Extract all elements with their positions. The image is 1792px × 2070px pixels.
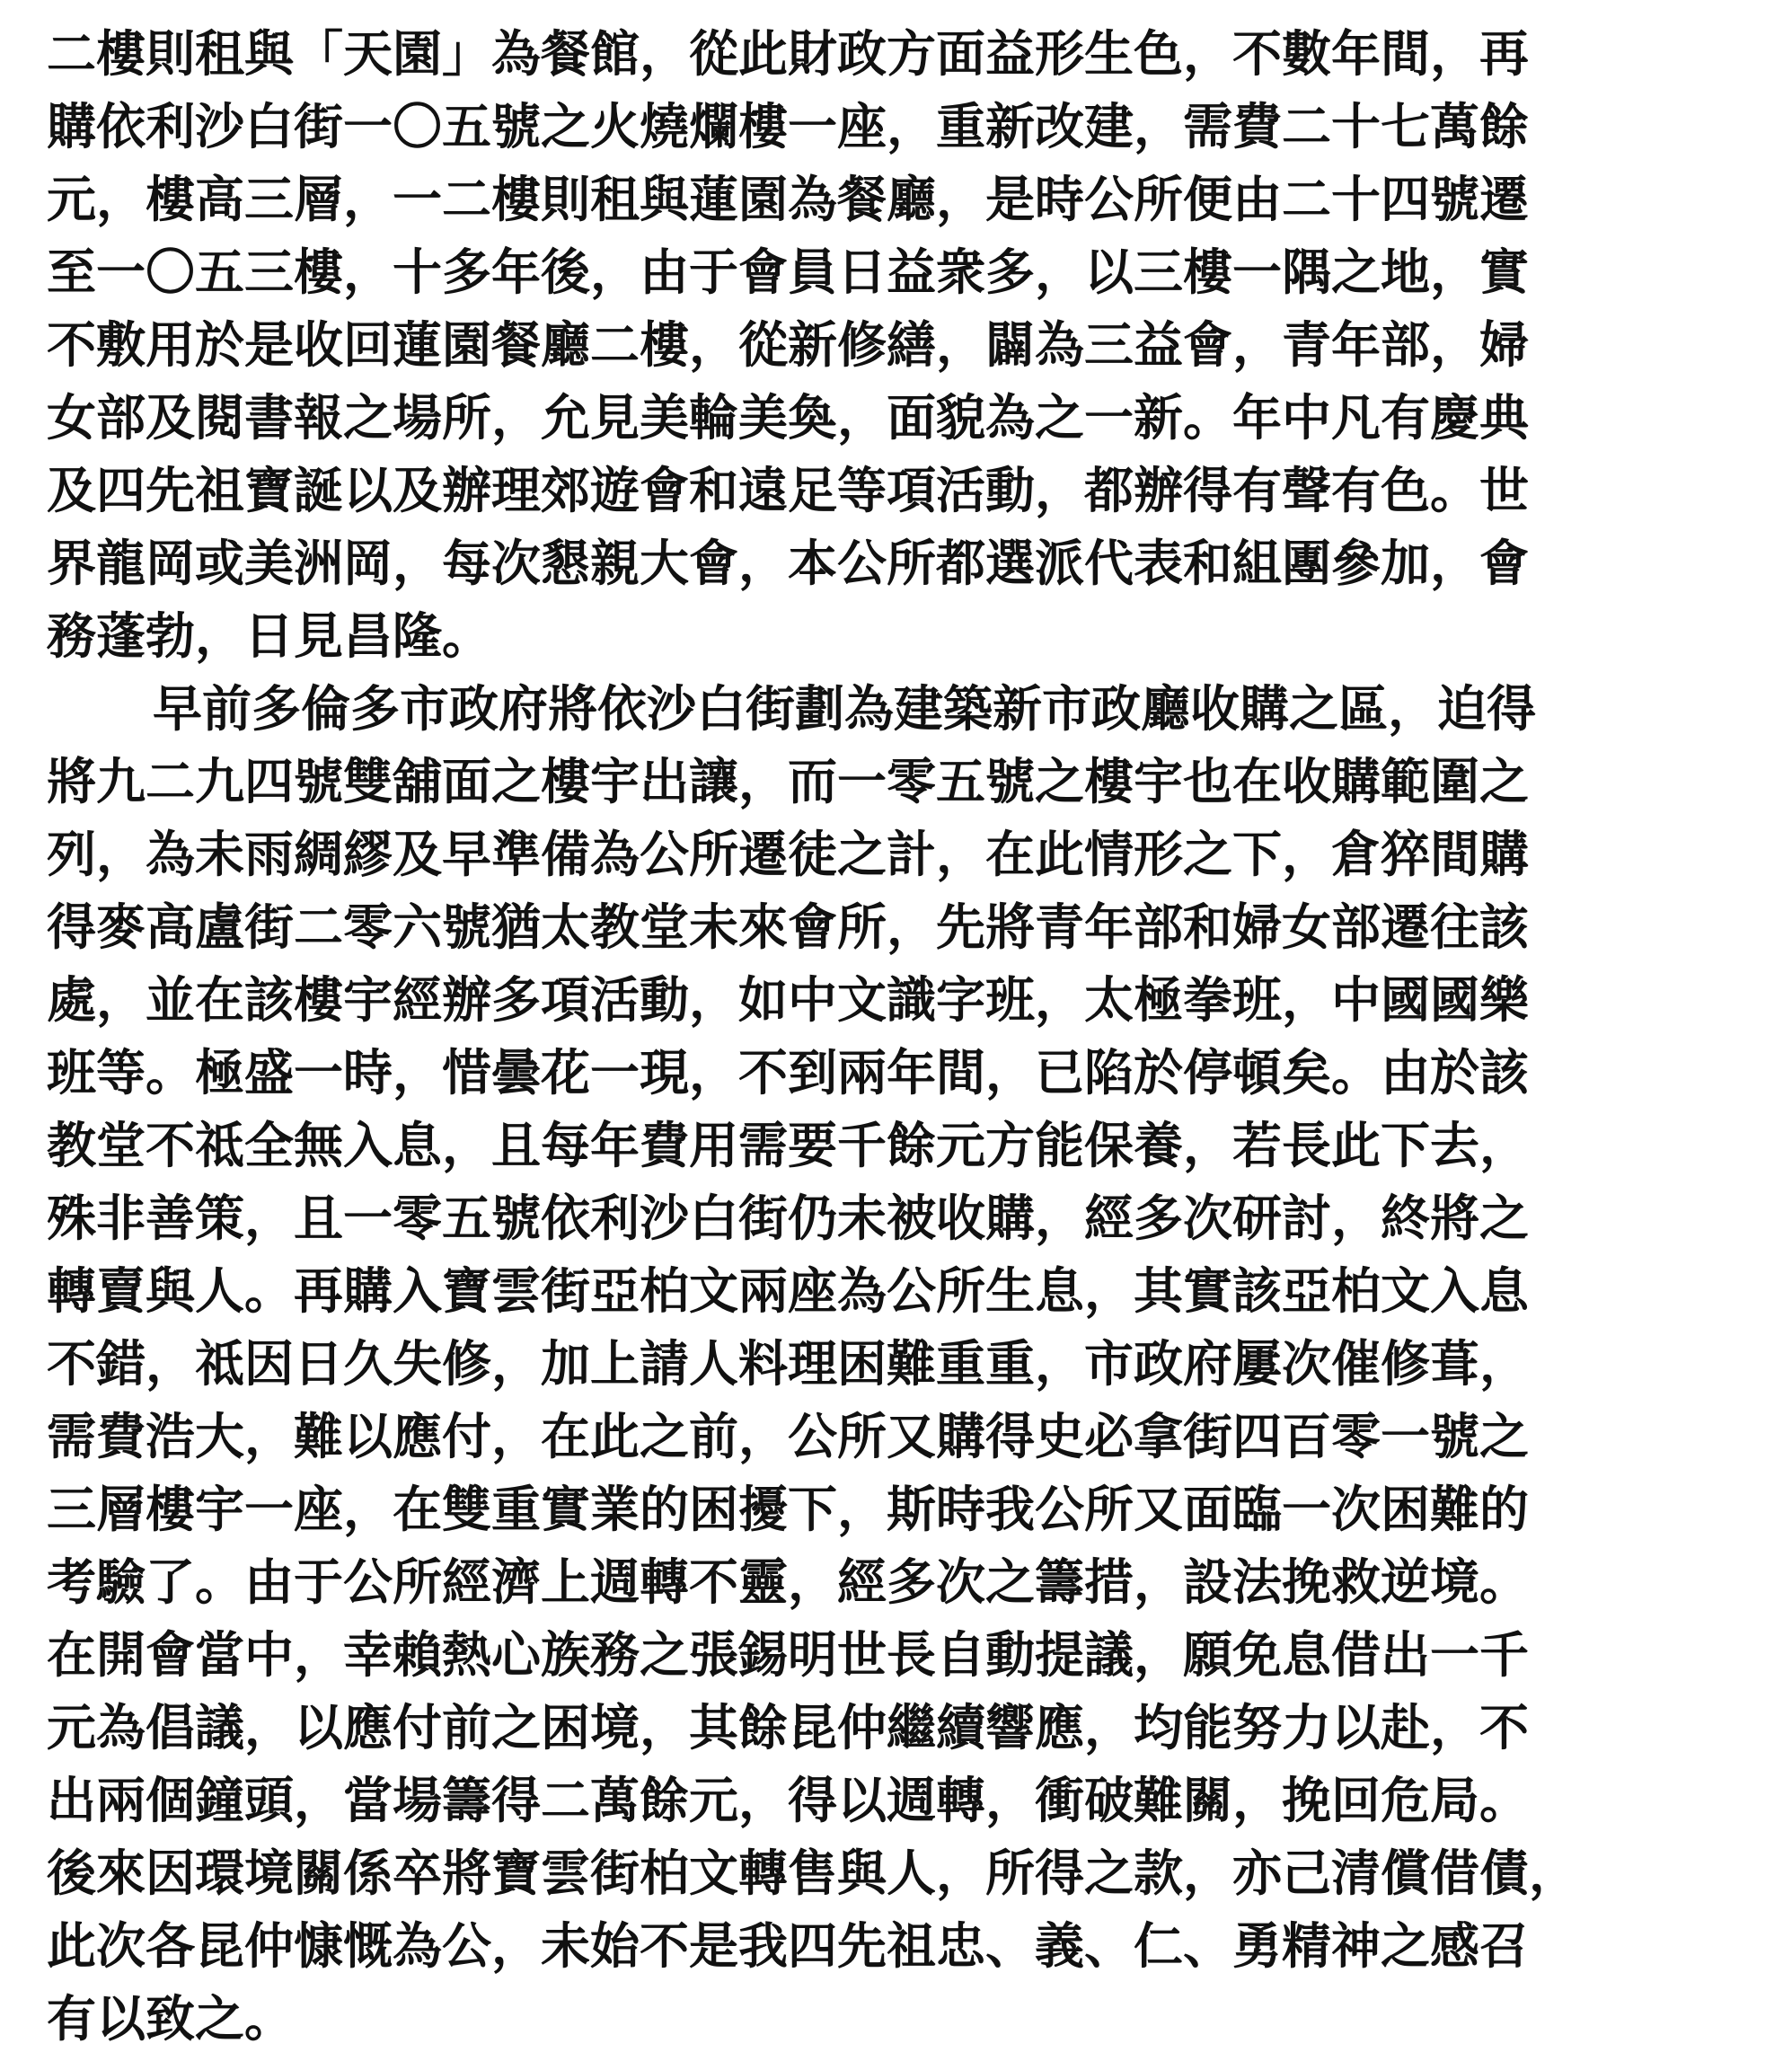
text-line-11: 將九二九四號雙舖面之樓宇出讓，而一零五號之樓宇也在收購範圍之	[47, 753, 1530, 810]
text-line-21: 三層樓宇一座，在雙重實業的困擾下，斯時我公所又面臨一次困難的	[47, 1481, 1530, 1538]
text-line-3: 元，樓高三層，一二樓則租與蓮園為餐廳，是時公所便由二十四號遷	[47, 171, 1530, 228]
text-line-7: 及四先祖寶誕以及辦理郊遊會和遠足等項活動，都辦得有聲有色。世	[47, 462, 1530, 519]
text-line-23: 在開會當中，幸賴熱心族務之張錫明世長自動提議，願免息借出一千	[47, 1626, 1530, 1684]
text-line-13: 得麥高盧街二零六號猶太教堂未來會所，先將青年部和婦女部遷往該	[47, 898, 1530, 956]
text-line-12: 列，為未雨綢繆及早準備為公所遷徒之計，在此情形之下，倉猝間購	[47, 826, 1530, 883]
text-line-24: 元為倡議，以應付前之困境，其餘昆仲繼續響應，均能努力以赴，不	[47, 1699, 1530, 1756]
text-line-28: 有以致之。	[47, 1990, 295, 2048]
text-line-20: 需費浩大，難以應付，在此之前，公所又購得史必拿街四百零一號之	[47, 1408, 1530, 1465]
text-line-16: 教堂不祗全無入息，且每年費用需要千餘元方能保養，若長此下去，	[47, 1117, 1530, 1174]
text-line-1: 二樓則租與「天園」為餐館，從此財政方面益形生色，不數年間，再	[47, 25, 1530, 83]
text-line-15: 班等。極盛一時，惜曇花一現，不到兩年間，已陷於停頓矣。由於該	[47, 1044, 1530, 1101]
text-line-2: 購依利沙白街一〇五號之火燒爛樓一座，重新改建，需費二十七萬餘	[47, 98, 1530, 155]
text-line-4: 至一〇五三樓，十多年後，由于會員日益衆多，以三樓一隅之地，實	[47, 243, 1530, 301]
text-line-17: 殊非善策，且一零五號依利沙白街仍未被收購，經多次研討，終將之	[47, 1190, 1530, 1247]
document-page	[47, 18, 1753, 2056]
text-line-25: 出兩個鐘頭，當場籌得二萬餘元，得以週轉，衝破難關，挽回危局。	[47, 1772, 1530, 1829]
text-line-14: 處，並在該樓宇經辦多項活動，如中文識字班，太極拳班，中國國樂	[47, 971, 1530, 1029]
text-line-22: 考驗了。由于公所經濟上週轉不靈，經多次之籌措，設法挽救逆境。	[47, 1553, 1530, 1611]
text-line-19: 不錯，祗因日久失修，加上請人料理困難重重，市政府屢次催修葺，	[47, 1335, 1530, 1393]
text-line-10: 早前多倫多市政府將依沙白街劃為建築新市政廳收購之區，迫得	[153, 680, 1537, 738]
text-line-6: 女部及閱書報之場所，允見美輪美奐，面貌為之一新。年中凡有慶典	[47, 389, 1530, 447]
text-line-18: 轉賣與人。再購入寶雲街亞柏文兩座為公所生息，其實該亞柏文入息	[47, 1262, 1530, 1320]
text-line-5: 不敷用於是收回蓮園餐廳二樓，從新修繕，闢為三益會，青年部，婦	[47, 316, 1530, 374]
text-line-27: 此次各昆仲慷慨為公，未始不是我四先祖忠、義、仁、勇精神之感召	[47, 1917, 1530, 1975]
text-line-8: 界龍岡或美洲岡，每次懇親大會，本公所都選派代表和組團參加，會	[47, 535, 1530, 592]
text-line-9: 務蓬勃，日見昌隆。	[47, 607, 492, 665]
text-line-26: 後來因環境關係卒將寶雲街柏文轉售與人，所得之款，亦己清償借債，	[47, 1844, 1579, 1902]
